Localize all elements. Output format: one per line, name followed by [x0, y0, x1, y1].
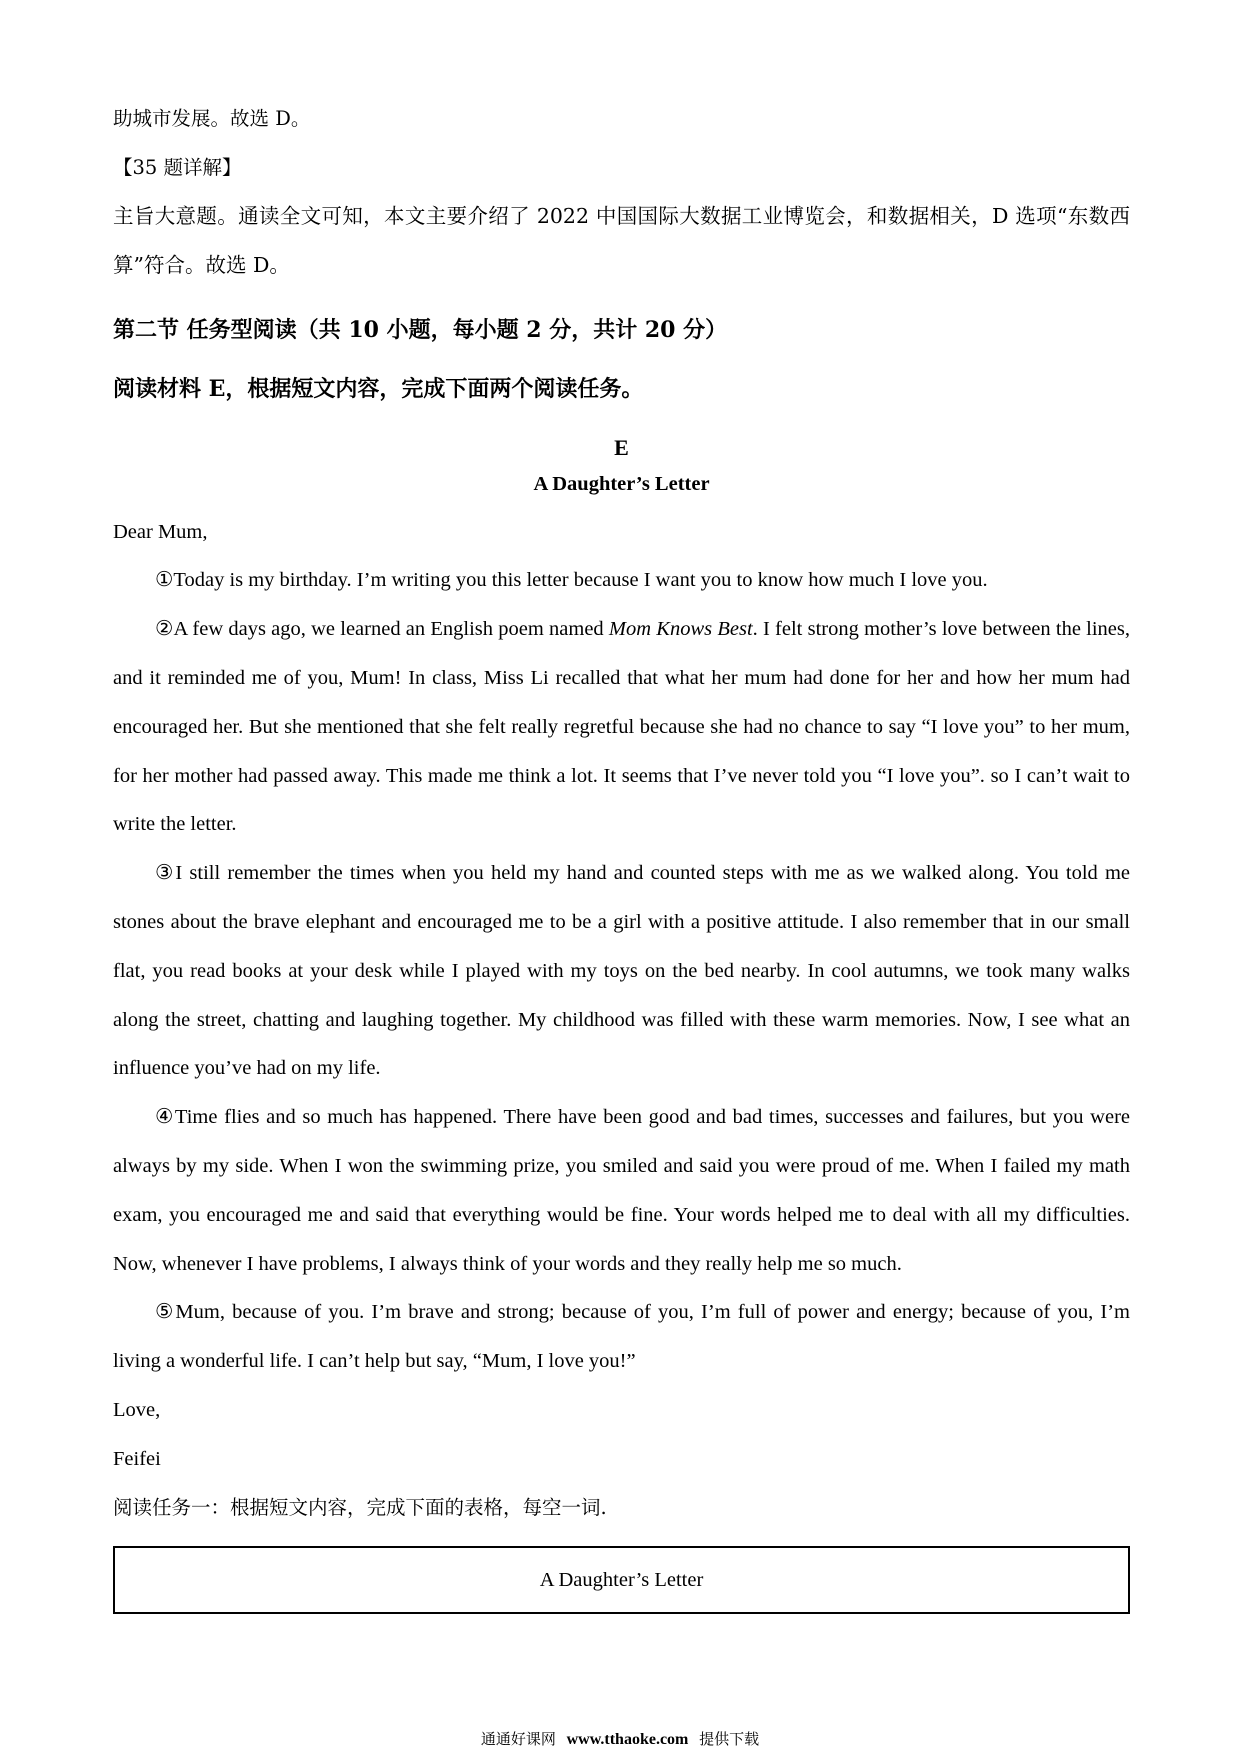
letter-paragraph-5: ⑤Mum, because of you. I’m brave and strong; because of you, I’m full of power and energy; because of you, I’m living a wonderful life. I can’t help but say, “Mum, I love you!” [113, 1301, 1130, 1373]
letter-paragraph-2 [113, 605, 1130, 849]
table-title: A Daughter’s Letter [539, 1568, 704, 1591]
footer-download-text: 提供下载 [699, 1730, 760, 1748]
letter-greeting: Dear Mum, [113, 520, 208, 543]
letter-paragraph-4: ④Time flies and so much has happened. There have been good and bad times, successes and failures, but you were always by my side. When I won the swimming prize, you smiled and said you were proud of me. When I failed my math exam, you encouraged me and said that everything would be fine. Your words helped me to deal with all my difficulties. Now, whenever I have problems, I always think of your words and they really help me so much. [113, 1106, 1130, 1275]
letter-signature: Feifei [113, 1447, 161, 1470]
letter-closing: Love, [113, 1398, 161, 1421]
footer-site-name: 通通好课网 [480, 1730, 556, 1748]
paragraph-2-rest: . I felt strong mother’s love between the lines, and it reminded me of you, Mum! In class, Miss Li recalled that what her mum had done for her and how her mum had encouraged her. But she mentioned that she felt really regretful because she had no chance to say “I love you” to her mum, for her mother had passed away. This made me think a lot. It seems that I’ve never told you “I love you”. so I can’t wait to write the letter. [113, 618, 1131, 836]
paragraph-2-start: ②A few days ago, we learned an English poem named [155, 618, 609, 641]
footer-url: www.tthaoke.com [566, 1731, 689, 1748]
letter-paragraph-1: ①Today is my birthday. I’m writing you this letter because I want you to know how much I love you. [155, 569, 988, 592]
q35-explanation: 主旨大意题。通读全文可知，本文主要介绍了 2022 中国国际大数据工业博览会，和数据相关，D 选项“东数西算”符合。故选 D。 [113, 204, 1130, 277]
answer-line: 助城市发展。故选 D。 [113, 107, 311, 130]
task1-instruction: 阅读任务一：根据短文内容，完成下面的表格，每空一词. [113, 1495, 607, 1519]
section-instruction: 阅读材料 E，根据短文内容，完成下面两个阅读任务。 [113, 375, 644, 402]
letter-paragraph-3: ③I still remember the times when you held my hand and counted steps with me as we walked along. You told me stones about the brave elephant and encouraged me to be a girl with a positive attitude. I also remember that in our small flat, you read books at your desk while I played with my toys on the bed nearby. In cool autumns, we took many walks along the street, chatting and laughing together. My childhood was filled with these warm memories. Now, I see what an influence you’ve had on my life. [113, 862, 1130, 1080]
task1-table [113, 1546, 1130, 1614]
page-footer [0, 1728, 1240, 1749]
q35-heading: 【35 题详解】 [113, 155, 242, 179]
section-title: 第二节 任务型阅读（共 10 小题，每小题 2 分，共计 20 分） [113, 316, 728, 343]
passage-title: A Daughter’s Letter [533, 472, 710, 495]
passage-label: E [614, 434, 629, 460]
poem-title: Mom Knows Best [608, 618, 753, 641]
document-page [113, 95, 1130, 1614]
